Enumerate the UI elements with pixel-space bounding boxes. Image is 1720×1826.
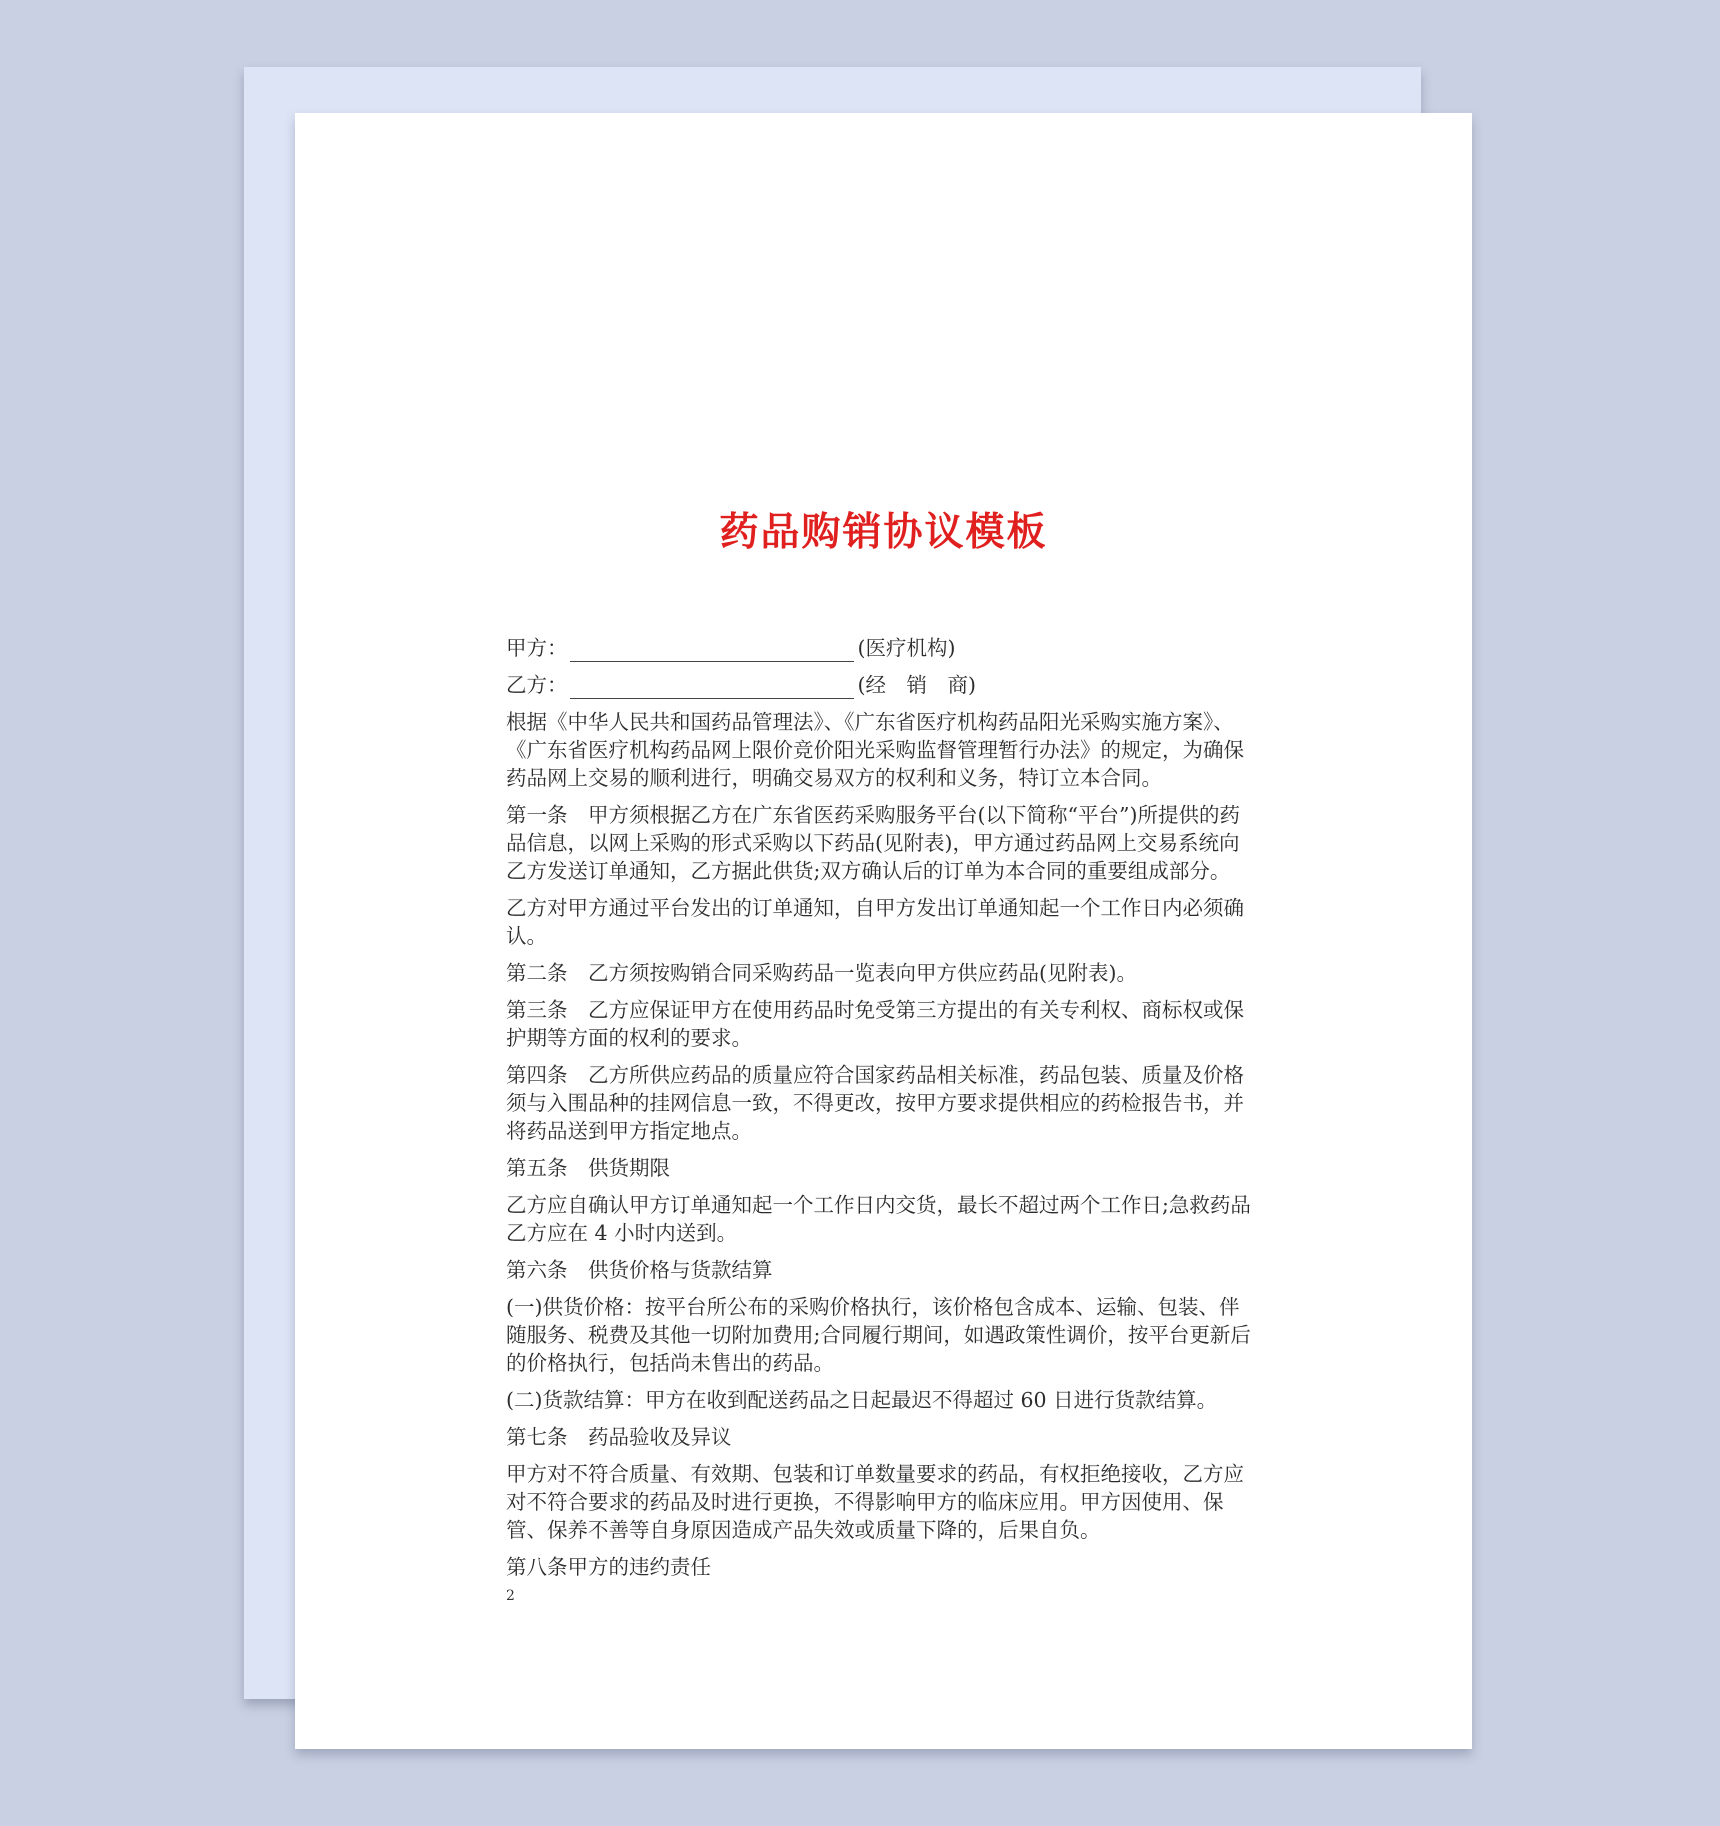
- paragraph-article-4: 第四条 乙方所供应药品的质量应符合国家药品相关标准，药品包装、质量及价格须与入围品种的挂网信息一致，不得更改，按甲方要求提供相应的药检报告书，并将药品送到甲方指定地点。: [506, 1063, 1244, 1143]
- paragraph-article-3: 第三条 乙方应保证甲方在使用药品时免受第三方提出的有关专利权、商标权或保护期等方面的权利的要求。: [506, 998, 1244, 1050]
- paragraph-article-1-confirm: 乙方对甲方通过平台发出的订单通知，自甲方发出订单通知起一个工作日内必须确认。: [506, 896, 1244, 948]
- paragraph-article-5: 乙方应自确认甲方订单通知起一个工作日内交货，最长不超过两个工作日;急救药品乙方应在 4 小时内送到。: [506, 1193, 1251, 1245]
- paragraph-preamble: 根据《中华人民共和国药品管理法》、《广东省医疗机构药品阳光采购实施方案》、《广东省医疗机构药品网上限价竞价阳光采购监督管理暂行办法》的规定，为确保药品网上交易的顺利进行，明确交易双方的权利和义务，特订立本合同。: [506, 710, 1244, 790]
- party-b-role: (经 销 商): [857, 673, 976, 697]
- paragraph-article-6-price: (一)供货价格：按平台所公布的采购价格执行，该价格包含成本、运输、包装、伴随服务、税费及其他一切附加费用;合同履行期间，如遇政策性调价，按平台更新后的价格执行，包括尚未售出的药品。: [506, 1295, 1251, 1375]
- heading-article-5: 第五条 供货期限: [506, 1156, 670, 1180]
- party-a-role: (医疗机构): [857, 636, 956, 660]
- page-number: 2: [506, 1588, 515, 1604]
- party-a-blank: [570, 639, 854, 662]
- heading-article-8: 第八条甲方的违约责任: [506, 1555, 711, 1579]
- party-a-line: [506, 634, 1258, 662]
- party-b-label: 乙方：: [506, 673, 568, 697]
- party-b-blank: [570, 676, 854, 699]
- paragraph-article-1: 第一条 甲方须根据乙方在广东省医药采购服务平台(以下简称“平台”)所提供的药品信息，以网上采购的形式采购以下药品(见附表)，甲方通过药品网上交易系统向乙方发送订单通知，乙方据此供货;双方确认后的订单为本合同的重要组成部分。: [506, 803, 1240, 883]
- heading-article-7: 第七条 药品验收及异议: [506, 1425, 732, 1449]
- party-b-line: [506, 671, 1258, 699]
- document-title: 药品购销协议模板: [719, 510, 1048, 555]
- document-page: [295, 113, 1472, 1749]
- document-body: [506, 634, 1258, 1590]
- paragraph-article-2: 第二条 乙方须按购销合同采购药品一览表向甲方供应药品(见附表)。: [506, 961, 1137, 985]
- party-a-label: 甲方：: [506, 636, 568, 660]
- heading-article-6: 第六条 供货价格与货款结算: [506, 1258, 773, 1282]
- paragraph-article-6-settlement: (二)货款结算：甲方在收到配送药品之日起最迟不得超过 60 日进行货款结算。: [506, 1388, 1218, 1412]
- paragraph-article-7: 甲方对不符合质量、有效期、包装和订单数量要求的药品，有权拒绝接收，乙方应对不符合要求的药品及时进行更换，不得影响甲方的临床应用。甲方因使用、保管、保养不善等自身原因造成产品失效或质量下降的，后果自负。: [506, 1462, 1244, 1542]
